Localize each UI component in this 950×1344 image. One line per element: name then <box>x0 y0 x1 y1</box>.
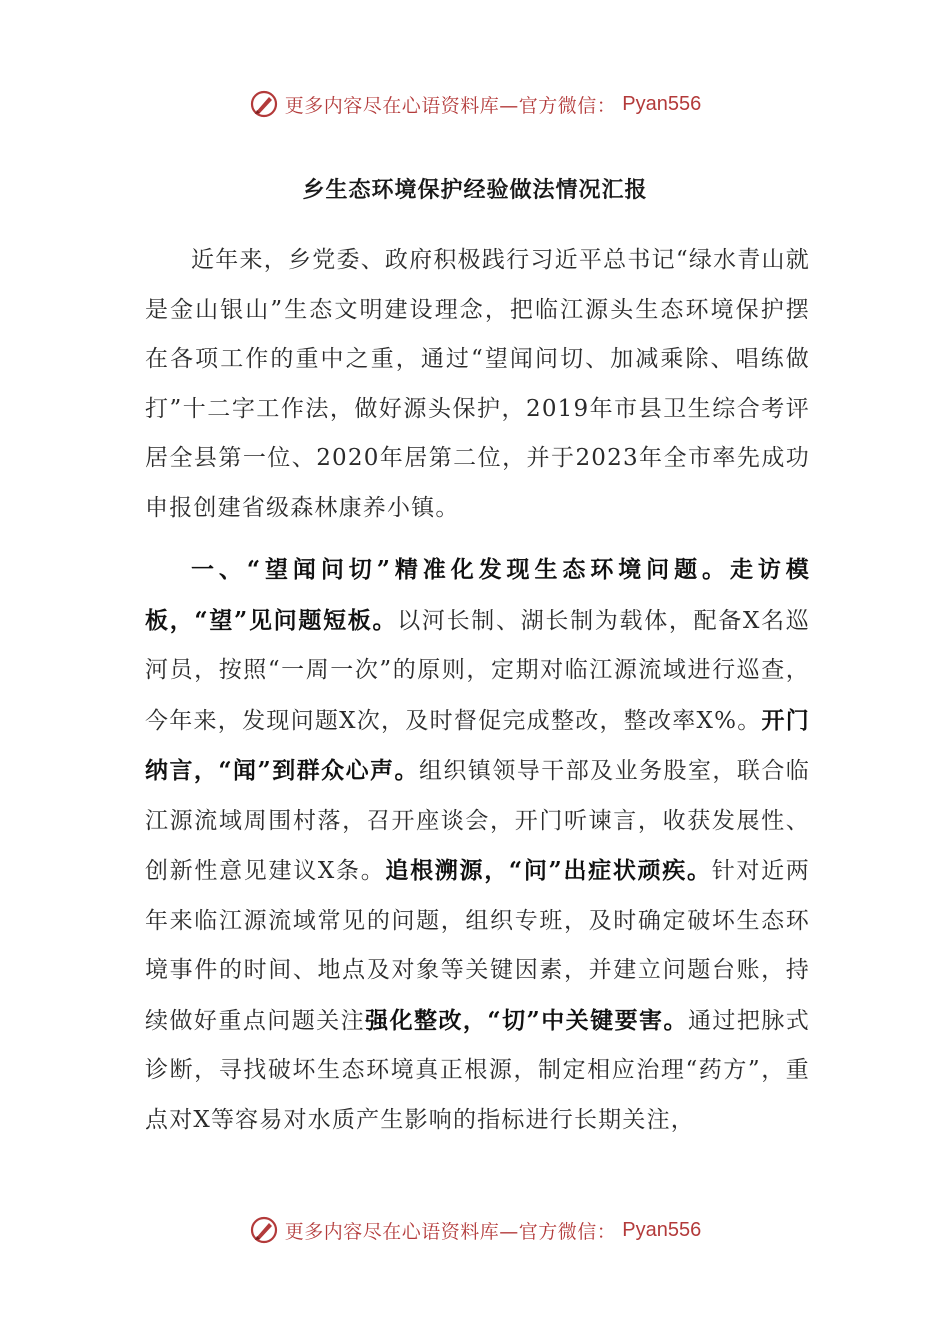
watermark-footer <box>0 1210 950 1250</box>
pen-logo-icon <box>249 1215 279 1245</box>
section-1-sub1-body: 以河长制、湖长制为载体，配备X名巡河员，按照“一周一次”的原则，定期对临江源流域进行巡查，今年来，发现问题X次，及时督促完成整改，整改率X%。 <box>145 607 810 734</box>
pen-logo-icon <box>249 89 279 119</box>
section-1-sub4-body: 通过把脉式诊断，寻找破坏生态环境真正根源，制定相应治理“药方”，重点对X等容易对水质产生影响的指标进行长期关注， <box>145 1007 810 1133</box>
section-1-sub2-body: 组织镇领导干部及业务股室，联合临江源流域周围村落，召开座谈会，开门听谏言，收获发展性、创新性意见建议X条。 <box>145 758 811 884</box>
document-body <box>145 236 810 1145</box>
section-1-paragraph <box>145 545 810 1145</box>
section-1-heading: 一、“望闻问切”精准化发现生态环境问题。 <box>191 556 730 583</box>
section-1-sub2-title: 开门纳言，“闻”到群众心声。 <box>145 706 810 784</box>
section-1-sub3-title: 追根溯源，“问”出症状顽疾。 <box>385 857 712 884</box>
watermark-text: 更多内容尽在心语资料库—官方微信： <box>284 1220 617 1243</box>
section-1-sub1-title: 走访模板，“望”见问题短板。 <box>145 556 810 634</box>
watermark-header <box>0 84 950 124</box>
watermark-id: Pyan556 <box>622 92 702 115</box>
watermark-text: 更多内容尽在心语资料库—官方微信： <box>284 94 617 117</box>
document-title: 乡生态环境保护经验做法情况汇报 <box>302 177 648 203</box>
section-1-sub3-body: 针对近两年来临江源流域常见的问题，组织专班，及时确定破坏生态环境事件的时间、地点及对象等关键因素，并建立问题台账，持续做好重点问题关注 <box>145 858 811 1034</box>
watermark-id: Pyan556 <box>622 1218 702 1241</box>
section-1-sub4-title: 强化整改，“切”中关键要害。 <box>365 1006 688 1034</box>
intro-paragraph: 近年来，乡党委、政府积极践行习近平总书记“绿水青山就是金山银山”生态文明建设理念，把临江源头生态环境保护摆在各项工作的重中之重，通过“望闻问切、加减乘除、唱练做打”十二字工作法，做好源头保护，2019年市县卫生综合考评居全县第一位、2020年居第二位，并于2023年全市率先成功申报创建省级森林康养小镇。 <box>145 247 810 521</box>
